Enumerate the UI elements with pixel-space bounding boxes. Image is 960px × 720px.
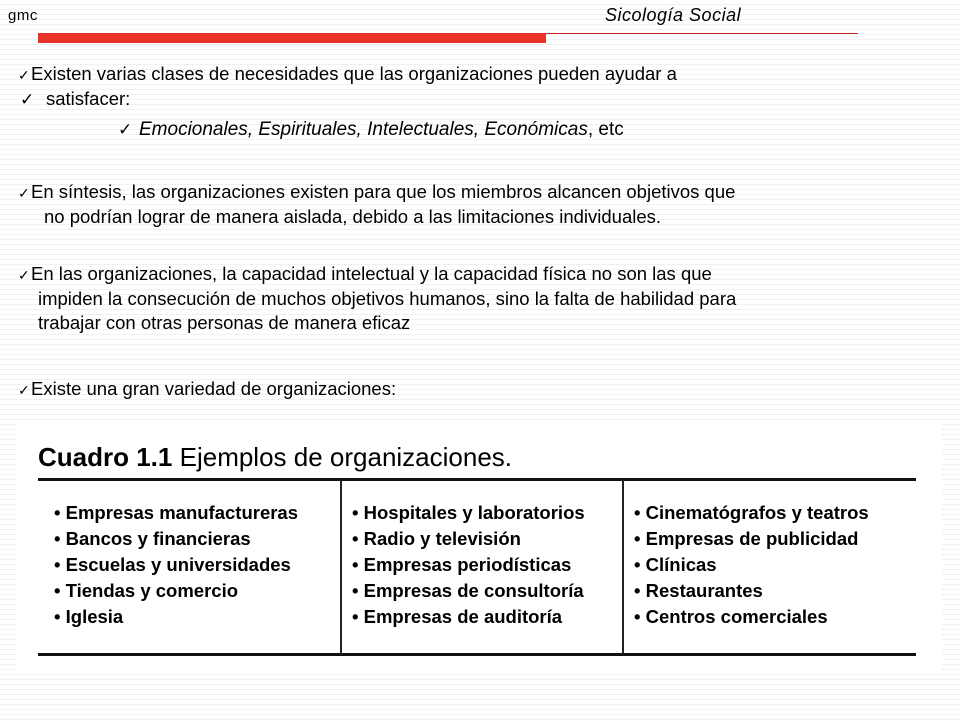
paragraph-line: trabajar con otras personas de manera eficaz: [38, 312, 411, 333]
list-item: • Empresas periodísticas: [352, 554, 572, 575]
table-bottom-rule: [38, 653, 916, 656]
list-item: • Iglesia: [54, 606, 124, 627]
paragraph-line: no podrían lograr de manera aislada, debido a las limitaciones individuales.: [44, 206, 662, 227]
list-item: • Clínicas: [634, 554, 717, 575]
paragraph-sintesis: [18, 180, 953, 229]
column-divider: [340, 480, 342, 654]
paragraph-line: En las organizaciones, la capacidad intelectual y la capacidad física no son las que: [31, 263, 712, 284]
necesidades-list: Emocionales, Espirituales, Intelectuales, Económicas: [139, 119, 588, 140]
paragraph-line: En síntesis, las organizaciones existen para que los miembros alcancen objetivos que: [31, 181, 736, 202]
paragraph-line: Existen varias clases de necesidades que las organizaciones pueden ayudar a: [31, 63, 677, 84]
cuadro-organizaciones: [16, 420, 942, 674]
column-2: [352, 500, 585, 630]
list-item: • Radio y televisión: [352, 528, 521, 549]
list-item: • Empresas de auditoría: [352, 606, 563, 627]
paragraph-line: impiden la consecución de muchos objetivos humanos, sino la falta de habilidad para: [38, 288, 737, 309]
list-item: • Empresas de consultoría: [352, 580, 584, 601]
list-item: • Restaurantes: [634, 580, 763, 601]
paragraph-capacidad: [18, 262, 953, 335]
author-label: gmc: [8, 7, 38, 24]
checkmark-icon: ✓: [20, 90, 35, 109]
etc-text: , etc: [587, 119, 624, 140]
paragraph-line: satisfacer:: [46, 88, 131, 109]
cuadro-title: [38, 442, 512, 473]
list-item: • Hospitales y laboratorios: [352, 502, 585, 523]
list-item: • Bancos y financieras: [54, 528, 251, 549]
paragraph-necesidades: [18, 62, 953, 112]
paragraph-line: Existe una gran variedad de organizaciones:: [31, 378, 397, 399]
header-accent-bar: [38, 33, 546, 43]
list-item: • Empresas de publicidad: [634, 528, 859, 549]
header-rule: [546, 33, 858, 34]
checkmark-icon: ✓: [18, 382, 30, 398]
column-divider: [622, 480, 624, 654]
checkmark-icon: ✓: [118, 120, 133, 139]
slide-title: Sicología Social: [605, 5, 742, 25]
cuadro-caption: Ejemplos de organizaciones.: [179, 442, 513, 472]
list-item: • Centros comerciales: [634, 606, 828, 627]
checkmark-icon: ✓: [18, 67, 30, 83]
list-item: • Tiendas y comercio: [54, 580, 239, 601]
list-item: • Empresas manufactureras: [54, 502, 299, 523]
table-top-rule: [38, 478, 916, 481]
list-item: • Cinematógrafos y teatros: [634, 502, 869, 523]
checkmark-icon: ✓: [18, 267, 30, 283]
paragraph-variedad: [18, 377, 953, 402]
checkmark-icon: ✓: [18, 185, 30, 201]
list-item: • Escuelas y universidades: [54, 554, 291, 575]
column-3: [634, 500, 869, 630]
cuadro-label: Cuadro 1.1: [38, 442, 173, 472]
sub-bullet-tipos: [118, 119, 624, 141]
column-1: [54, 500, 298, 630]
